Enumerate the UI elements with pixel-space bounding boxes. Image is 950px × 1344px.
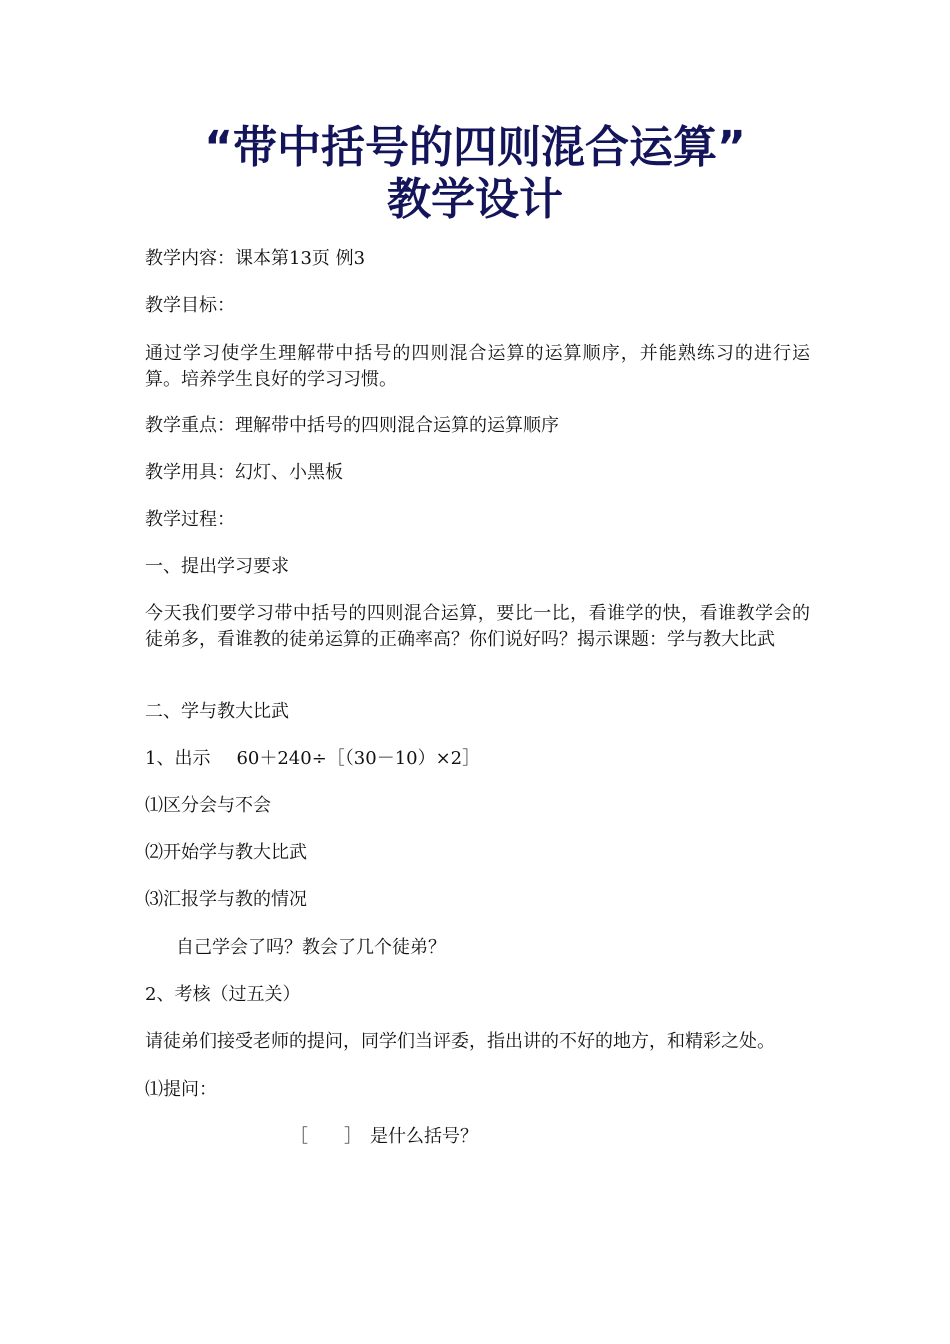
key-point: 教学重点：理解带中括号的四则混合运算的运算顺序 [145, 415, 559, 436]
item-2-text: 请徒弟们接受老师的提问，同学们当评委，指出讲的不好的地方，和精彩之处。 [145, 1031, 775, 1052]
section-2-heading: 二、学与教大比武 [145, 701, 289, 722]
item-1-label: 1、出示 [145, 748, 211, 769]
document-title-line-2: 教学设计 [387, 174, 563, 225]
document-title-line-1: “带中括号的四则混合运算” [204, 122, 746, 173]
step-1: ⑴区分会与不会 [145, 795, 271, 816]
section-1-heading: 一、提出学习要求 [145, 556, 289, 577]
question-line [290, 1124, 950, 1150]
question-text: 是什么括号？ [370, 1126, 478, 1147]
step-3-question: 自己学会了吗？教会了几个徒弟？ [176, 937, 446, 958]
item-2-heading: 2、考核（过五关） [145, 984, 301, 1005]
process-heading: 教学过程： [145, 509, 235, 530]
question-label: ⑴提问： [145, 1079, 217, 1100]
objectives-heading: 教学目标： [145, 295, 235, 316]
section-1-text: 今天我们要学习带中括号的四则混合运算，要比一比，看谁学的快，看谁教学会的徒弟多，看谁教的徒弟运算的正确率高？你们说好吗？揭示课题：学与教大比武 [145, 603, 810, 650]
objectives-text: 通过学习使学生理解带中括号的四则混合运算的运算顺序，并能熟练习的进行运算。培养学生良好的学习习惯。 [145, 343, 810, 390]
step-3: ⑶汇报学与教的情况 [145, 889, 307, 910]
item-1-expression: 60＋240÷［（30－10）×2］ [236, 748, 481, 769]
step-2: ⑵开始学与教大比武 [145, 842, 307, 863]
teaching-content: 教学内容：课本第13页 例3 [145, 248, 366, 269]
square-bracket-symbol: ［ ］ [290, 1126, 362, 1147]
item-1-line [145, 746, 810, 772]
teaching-tools: 教学用具：幻灯、小黑板 [145, 462, 343, 483]
